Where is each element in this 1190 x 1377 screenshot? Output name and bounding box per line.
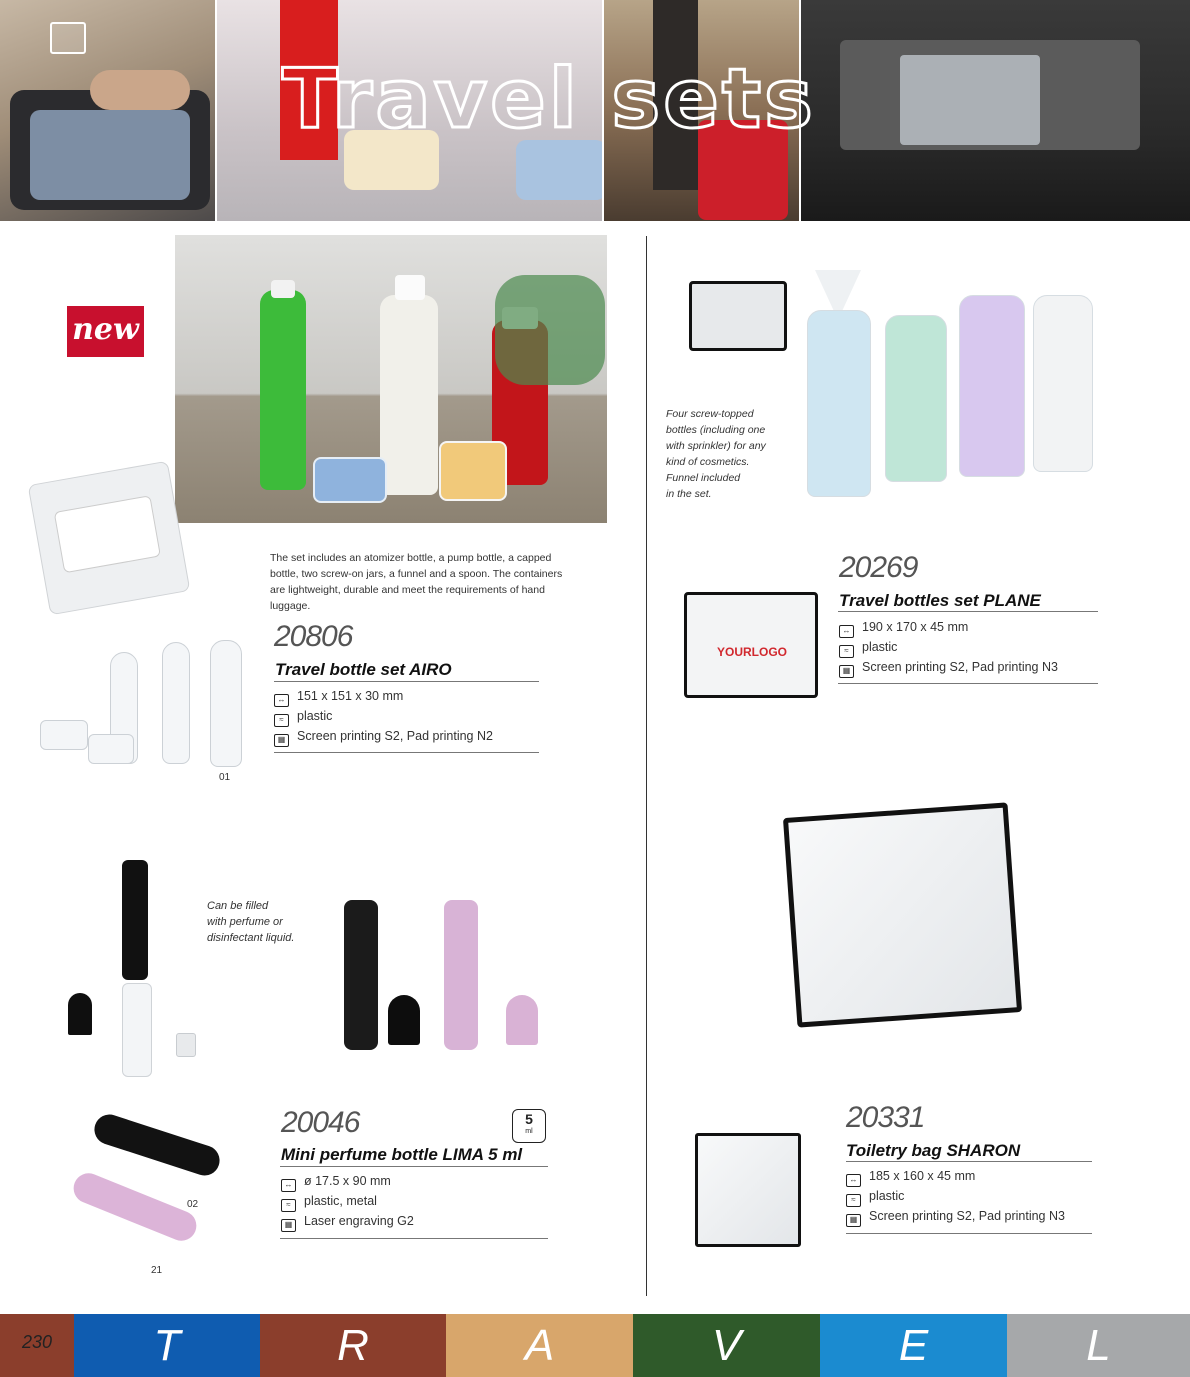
variant-01: 01 [219, 772, 231, 783]
airo-spec-material: ≈ plastic [274, 709, 332, 727]
lima-spec-printing: ▦ Laser engraving G2 [281, 1214, 414, 1232]
product-photo-lima-black [91, 1111, 224, 1180]
sharon-rule-bottom [846, 1233, 1092, 1234]
dimensions-icon: ↔ [839, 625, 854, 638]
airo-description: The set includes an atomizer bottle, a pump bottle, a capped bottle, two screw-on jars, a funnel and a spoon. The containers are lightweight, durable and meet the requirements of hand luggage. [270, 552, 563, 612]
laser-engraving-icon: ▦ [281, 1219, 296, 1232]
column-divider [646, 236, 647, 1296]
logo-print-icon: ▦ [846, 1214, 861, 1227]
page-number: 230 [0, 1314, 74, 1377]
airo-code: 20806 [274, 620, 353, 653]
sharon-rule-top [846, 1161, 1092, 1162]
footer-bar [0, 1314, 1190, 1377]
material-icon: ≈ [846, 1194, 861, 1207]
airo-rule-bottom [274, 752, 539, 753]
plane-spec-material: ≈ plastic [839, 640, 897, 658]
product-photo-lima-pair [338, 880, 553, 1070]
material-icon: ≈ [839, 645, 854, 658]
sharon-code: 20331 [846, 1101, 925, 1134]
sharon-name: Toiletry bag SHARON [846, 1141, 1021, 1160]
lima-spec-dimensions: ↔ ø 17.5 x 90 mm [281, 1174, 391, 1192]
dimensions-icon: ↔ [846, 1174, 861, 1187]
lima-spec-material: ≈ plastic, metal [281, 1194, 377, 1212]
airo-name: Travel bottle set AIRO [275, 660, 452, 679]
material-icon: ≈ [281, 1199, 296, 1212]
product-photo-airo-lifestyle [175, 235, 607, 523]
variant-02: 02 [187, 1199, 199, 1210]
footer-letter-t: T [74, 1314, 260, 1377]
logo-print-icon: ▦ [839, 665, 854, 678]
footer-letter-e: E [820, 1314, 1007, 1377]
airo-spec-dimensions: ↔ 151 x 151 x 30 mm [274, 689, 403, 707]
sharon-spec-material: ≈ plastic [846, 1189, 904, 1207]
plane-code: 20269 [839, 551, 918, 584]
capacity-badge: 5 ml [512, 1109, 546, 1143]
plane-spec-printing: ▦ Screen printing S2, Pad printing N3 [839, 660, 1058, 678]
product-photo-airo-items [38, 622, 248, 772]
plane-note: Four screw-topped bottles (including one with sprinkler) for any kind of cosmetics. Funnel included in the set. [666, 408, 766, 500]
material-icon: ≈ [274, 714, 289, 727]
plane-rule-bottom [838, 683, 1098, 684]
footer-letter-v: V [633, 1314, 820, 1377]
banner-photo-packing [0, 0, 216, 221]
plane-spec-dimensions: ↔ 190 x 170 x 45 mm [839, 620, 968, 638]
sharon-spec-dimensions: ↔ 185 x 160 x 45 mm [846, 1169, 975, 1187]
footer-letter-r: R [260, 1314, 446, 1377]
sharon-spec-printing: ▦ Screen printing S2, Pad printing N3 [846, 1209, 1065, 1227]
footer-letter-l: L [1007, 1314, 1190, 1377]
logo-sample: YOURLOGO [717, 645, 788, 659]
product-photo-airo-pouch [28, 461, 191, 616]
airo-spec-printing: ▦ Screen printing S2, Pad printing N2 [274, 729, 493, 747]
header-banner [0, 0, 1190, 221]
footer-letter-a: A [446, 1314, 633, 1377]
new-badge: new [67, 306, 144, 357]
product-photo-sharon-large [783, 802, 1022, 1027]
dimensions-icon: ↔ [281, 1179, 296, 1192]
page-title: Travel sets [282, 52, 816, 147]
lima-rule-top [280, 1166, 548, 1167]
product-photo-plane-pouch [684, 592, 818, 698]
product-photo-sharon-small [695, 1133, 801, 1247]
lima-name: Mini perfume bottle LIMA 5 ml [281, 1145, 523, 1164]
plane-rule-top [838, 611, 1098, 612]
lima-note: Can be filled with perfume or disinfectant liquid. [207, 900, 295, 944]
variant-21: 21 [151, 1265, 163, 1276]
category-icon [50, 22, 86, 54]
product-photo-plane-pouch-small [689, 281, 787, 351]
banner-photo-open-case [800, 0, 1190, 221]
product-photo-lima-pink [69, 1169, 201, 1246]
airo-rule-top [274, 681, 539, 682]
lima-rule-bottom [280, 1238, 548, 1239]
plane-name: Travel bottles set PLANE [839, 591, 1041, 610]
dimensions-icon: ↔ [274, 694, 289, 707]
lima-code: 20046 [281, 1106, 360, 1139]
logo-print-icon: ▦ [274, 734, 289, 747]
product-photo-lima-open [62, 855, 202, 1080]
product-photo-plane-bottles [795, 255, 1095, 505]
